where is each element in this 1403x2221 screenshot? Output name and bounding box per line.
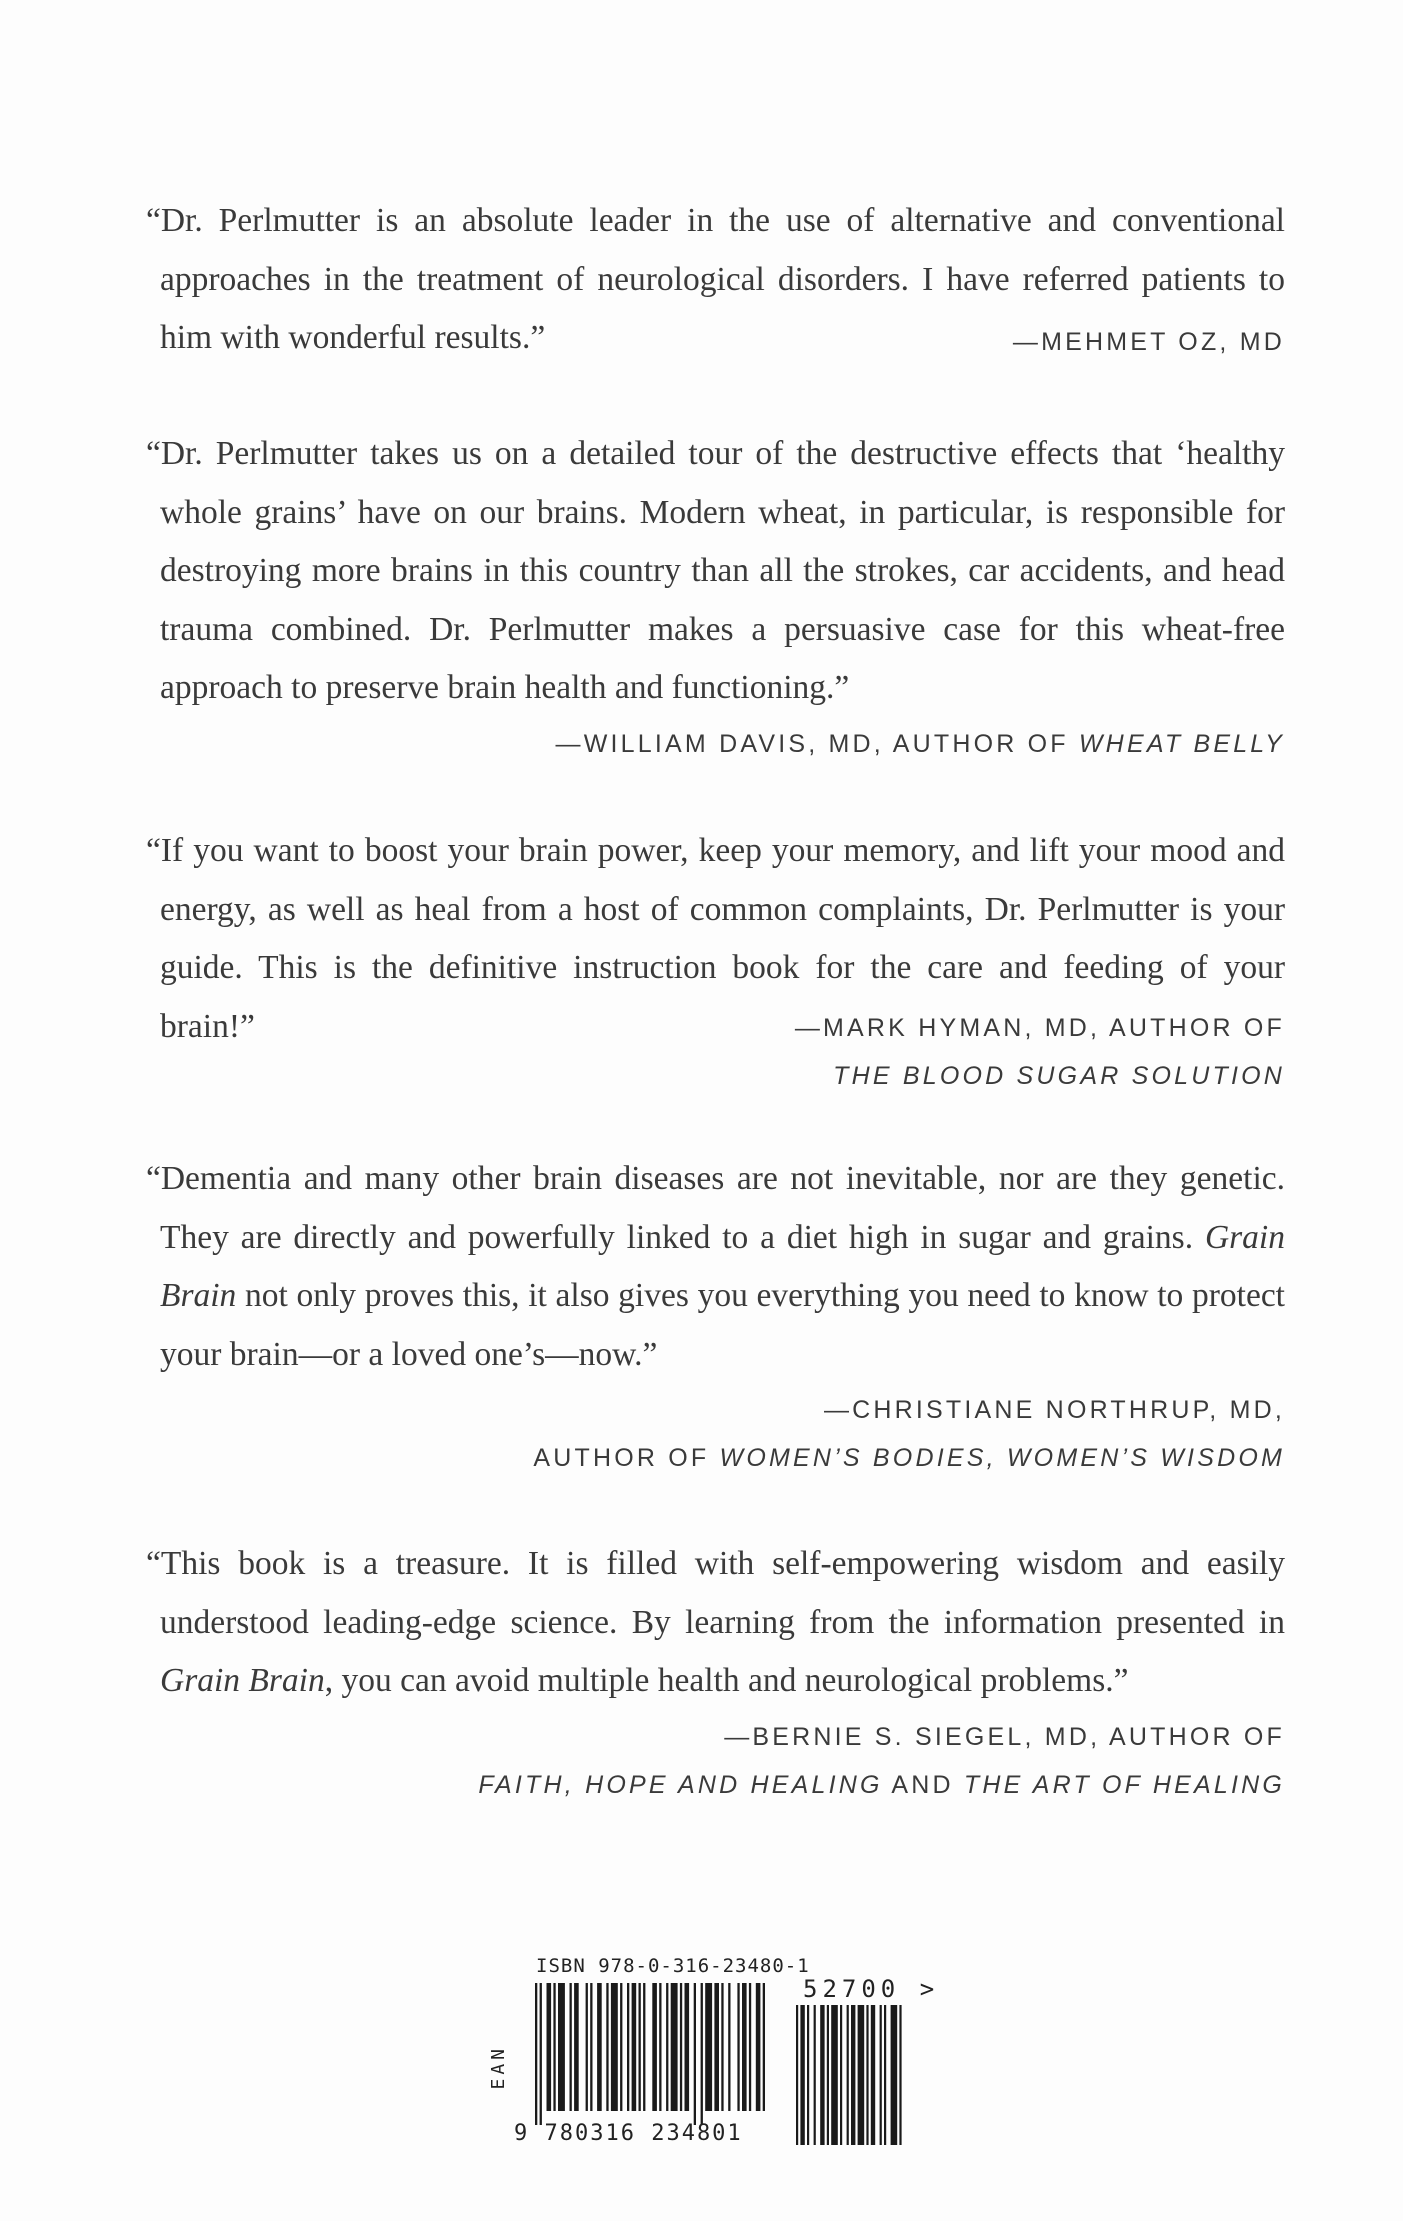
barcode-bar <box>620 1983 622 2111</box>
barcode-bar <box>558 1983 565 2111</box>
ean-barcode-bars <box>535 1983 765 2133</box>
quote-body-end: , you can avoid multiple health and neurological problems.” <box>324 1662 1129 1699</box>
attribution: —MARK HYMAN, MD, AUTHOR OF <box>794 1014 1285 1042</box>
book-title-inline: Grain Brain <box>160 1662 325 1699</box>
book-title-inline: Grain Brain <box>160 1218 1285 1314</box>
book-title: WHEAT BELLY <box>1078 729 1285 758</box>
quote-text <box>146 1535 1285 1711</box>
blurb-siegel <box>146 1535 1285 1809</box>
attribution-line2 <box>160 1761 1285 1809</box>
barcode-bar <box>611 1983 618 2111</box>
quote-body-end: not only proves this, it also gives you everything you need to know to protect your brain—or a loved one’s—now.” <box>160 1277 1285 1373</box>
barcode-bar <box>749 1983 751 2111</box>
barcode-bar <box>590 1983 592 2111</box>
blurb-northrup <box>146 1150 1285 1482</box>
barcode-bar <box>597 1983 602 2111</box>
book-title: FAITH, HOPE AND HEALING <box>478 1770 883 1799</box>
barcode-bar <box>705 1983 712 2111</box>
barcode-bar <box>547 1983 552 2111</box>
barcode-bar <box>535 1983 537 2125</box>
barcode-bar <box>796 2005 798 2145</box>
price-code: 52700 > <box>803 1975 940 2003</box>
book-title: THE ART OF HEALING <box>963 1770 1285 1799</box>
barcode-bar <box>891 2005 898 2145</box>
barcode-bar <box>807 2005 809 2145</box>
barcode-bar <box>652 1983 657 2111</box>
barcode-bar <box>899 2005 901 2145</box>
barcode-bar <box>884 2005 886 2145</box>
quote-body: “Dementia and many other brain diseases are not inevitable, nor are they genetic. They are directly and powerfully linked to a diet high in sugar and grains. <box>146 1160 1285 1256</box>
attribution: —MEHMET OZ, MD <box>1012 328 1285 356</box>
quote-body: “If you want to boost your brain power, keep your memory, and lift your mood and energy, as well as heal from a host of common complaints, Dr. Perlmutter is your guide. This is the definitive instruction book for the care and feeding of your brain!” <box>146 832 1285 1045</box>
attribution-line2 <box>160 1434 1285 1482</box>
barcode-bar <box>586 1983 588 2111</box>
addon-barcode-bars <box>796 2005 906 2150</box>
barcode-bar <box>847 2005 849 2145</box>
attribution-block <box>795 1004 1285 1100</box>
barcode-bar <box>570 1983 572 2111</box>
barcode-bar <box>866 2005 868 2145</box>
ean-label: EAN <box>488 2045 509 2090</box>
barcode-bar <box>659 1983 661 2111</box>
barcode-bar <box>632 1983 637 2111</box>
barcode-bar <box>827 2005 829 2145</box>
barcode-bar <box>763 1983 765 2111</box>
attribution-prefix: AUTHOR OF <box>533 1444 720 1472</box>
barcode-bar <box>574 1983 579 2111</box>
barcode-bar <box>851 2005 855 2145</box>
quote-body: “This book is a treasure. It is filled with self-empowering wisdom and easily understood leading-edge science. By learning from the information presented in <box>146 1545 1285 1641</box>
barcode-bar <box>666 1983 668 2111</box>
barcode-digits: 9 780316 234801 <box>514 2121 743 2146</box>
barcode-bar <box>627 1983 629 2111</box>
attribution: —BERNIE S. SIEGEL, MD, AUTHOR OF <box>724 1722 1285 1751</box>
barcode-bar <box>701 1983 703 2125</box>
barcode-bar <box>820 2005 824 2145</box>
barcode-bar <box>858 2005 865 2145</box>
blurb-davis <box>146 425 1285 768</box>
barcode-bar <box>553 1983 555 2111</box>
barcode-bar <box>831 2005 838 2145</box>
barcode-bar <box>728 1983 730 2111</box>
barcode-bar <box>737 1983 739 2111</box>
barcode-bar <box>880 2005 882 2145</box>
quote-text <box>146 1150 1285 1384</box>
barcode-bar <box>671 1983 678 2111</box>
blurb-oz <box>146 192 1285 372</box>
quote-text <box>146 425 1285 718</box>
barcode-bar <box>721 1983 723 2111</box>
attribution <box>160 720 1285 768</box>
barcode-bar <box>714 1983 719 2111</box>
quote-body: “Dr. Perlmutter is an absolute leader in the use of alternative and conventional approaches in the treatment of neurological disorders. I have referred patients to him with wonderful results.” <box>146 202 1285 356</box>
quote-text <box>146 192 1285 368</box>
quote-body: “Dr. Perlmutter takes us on a detailed tour of the destructive effects that ‘healthy whole grains’ have on our brains. Modern wheat, in particular, is responsible for destroying more brains in this country than all the strokes, car accidents, and head trauma combined. Dr. Perlmutter makes a persuasive case for this wheat-free approach to preserve brain health and functioning.” <box>146 435 1285 706</box>
barcode-bar <box>540 1983 542 2125</box>
blurb-hyman <box>146 822 1285 1090</box>
barcode-bar <box>639 1983 641 2111</box>
book-title: WOMEN’S BODIES, WOMEN’S WISDOM <box>719 1444 1285 1472</box>
barcode-bar <box>840 2005 842 2145</box>
barcode-bar <box>685 1983 690 2111</box>
attribution-line2 <box>795 1052 1285 1100</box>
barcode-bar <box>871 2005 875 2145</box>
barcode-bar <box>814 2005 816 2145</box>
isbn-number: ISBN 978-0-316-23480-1 <box>536 1955 810 1977</box>
book-title: THE BLOOD SUGAR SOLUTION <box>833 1062 1285 1090</box>
attribution-prefix: —WILLIAM DAVIS, MD, AUTHOR OF <box>555 729 1079 758</box>
barcode-bar <box>756 1983 761 2111</box>
barcode-bar <box>742 1983 747 2111</box>
barcode-bar <box>643 1983 645 2111</box>
attribution-conjunction: AND <box>882 1770 964 1799</box>
barcode-bar <box>694 1983 696 2125</box>
attribution: —CHRISTIANE NORTHRUP, MD, <box>823 1396 1285 1424</box>
barcode-bar <box>800 2005 804 2145</box>
barcode <box>480 1955 940 2155</box>
barcode-bar <box>606 1983 608 2111</box>
barcode-bar <box>680 1983 682 2111</box>
